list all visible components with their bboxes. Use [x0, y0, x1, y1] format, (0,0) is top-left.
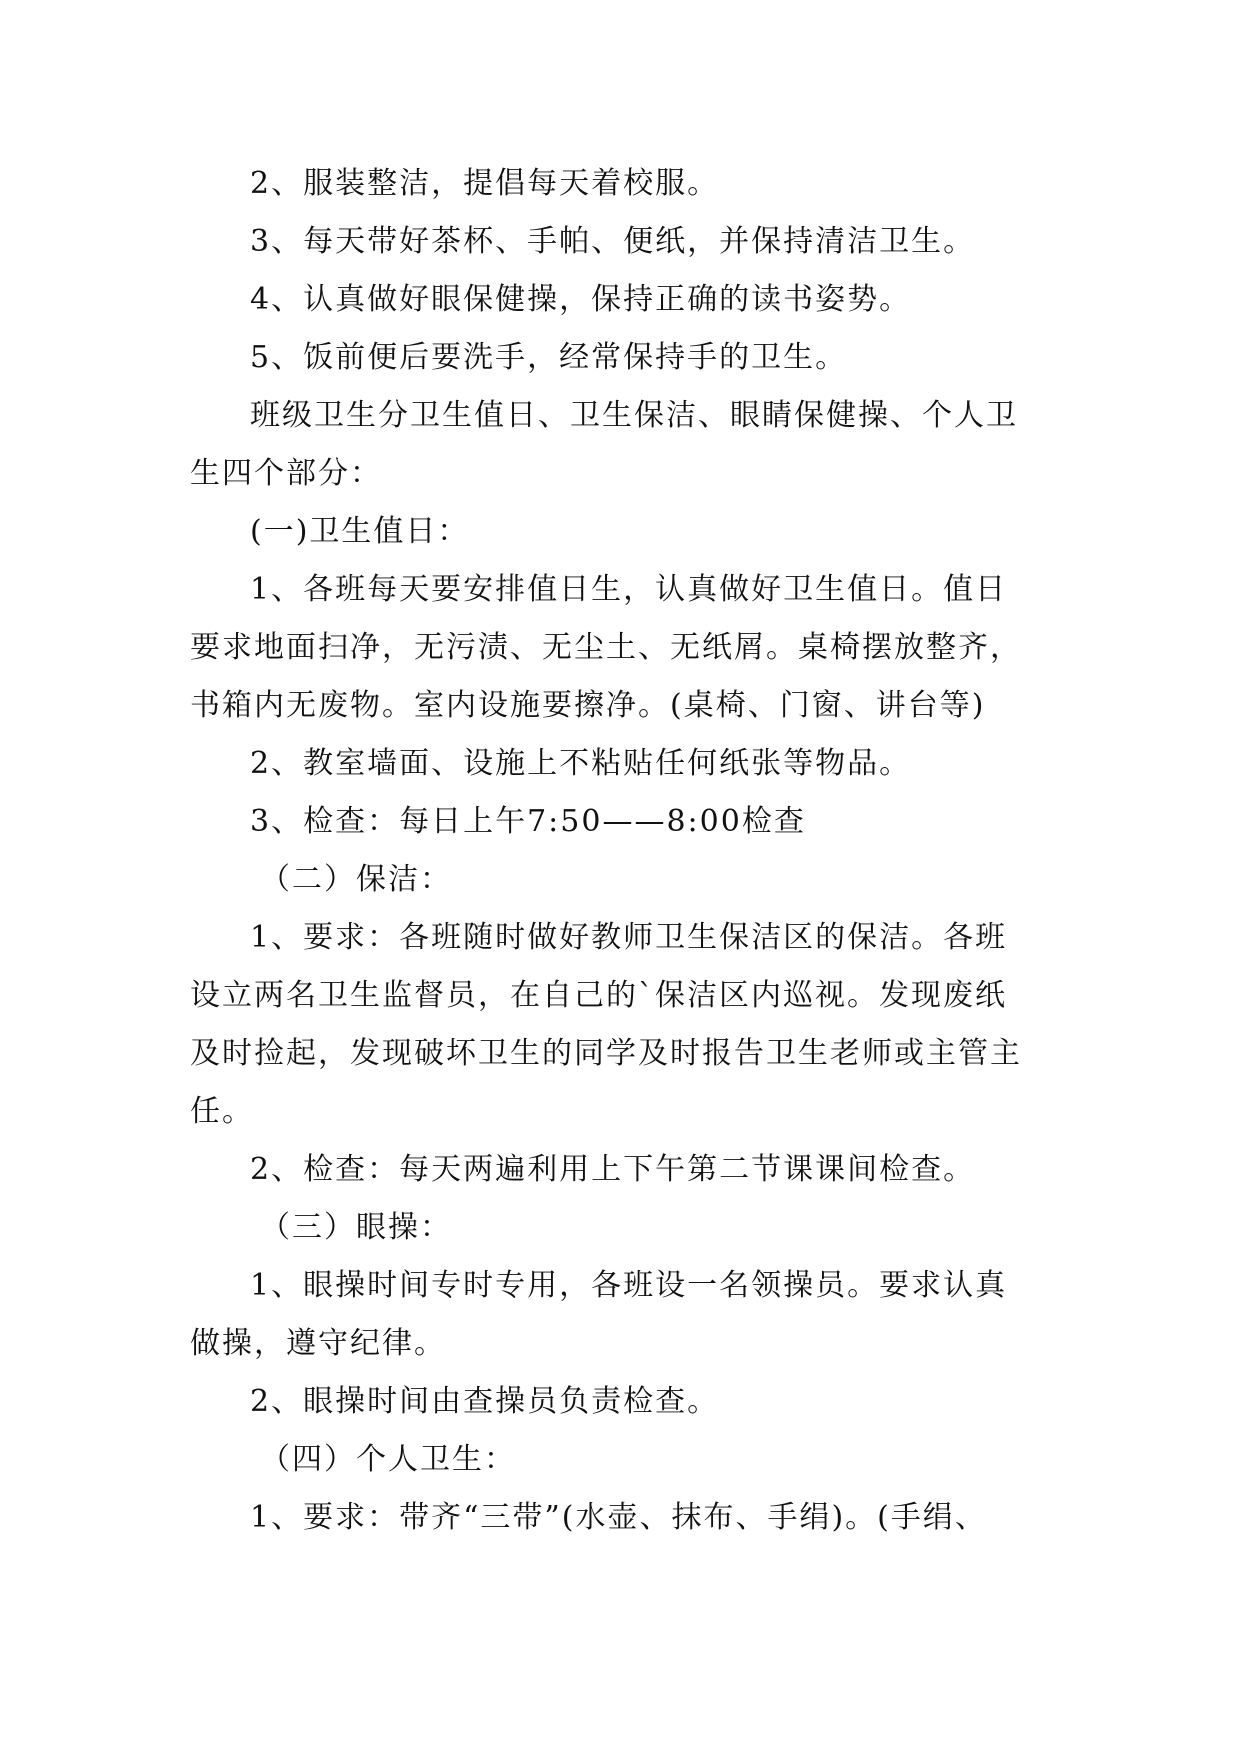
paragraph-line: 3、检查：每日上午7:50——8:00检查 [250, 804, 806, 839]
paragraph-line: 4、认真做好眼保健操，保持正确的读书姿势。 [250, 282, 912, 317]
paragraph-line: 任。 [190, 1094, 254, 1129]
paragraph-line: 3、每天带好茶杯、手帕、便纸，并保持清洁卫生。 [250, 224, 976, 259]
paragraph-line: 设立两名卫生监督员，在自己的`保洁区内巡视。发现废纸 [190, 978, 1007, 1013]
paragraph-line: 1、要求：带齐“三带”(水壶、抹布、手绢)。(手绢、 [250, 1500, 987, 1535]
paragraph-line: 1、各班每天要安排值日生，认真做好卫生值日。值日 [250, 572, 1008, 607]
paragraph-line: 做操，遵守纪律。 [190, 1326, 446, 1361]
paragraph-line: 班级卫生分卫生值日、卫生保洁、眼睛保健操、个人卫 [250, 398, 1018, 433]
section-heading: （四）个人卫生： [260, 1442, 516, 1477]
paragraph-line: 1、要求：各班随时做好教师卫生保洁区的保洁。各班 [250, 920, 1008, 955]
paragraph-line: 书箱内无废物。室内设施要擦净。(桌椅、门窗、讲台等) [190, 688, 986, 723]
section-heading: （三）眼操： [260, 1210, 452, 1245]
paragraph-line: 生四个部分： [190, 456, 382, 491]
paragraph-line: 2、服装整洁，提倡每天着校服。 [250, 166, 720, 201]
paragraph-line: 1、眼操时间专时专用，各班设一名领操员。要求认真 [250, 1268, 1008, 1303]
document-body [190, 155, 1070, 1547]
paragraph-line: 及时捡起，发现破坏卫生的同学及时报告卫生老师或主管主 [190, 1036, 1022, 1071]
paragraph-line: 要求地面扫净，无污渍、无尘土、无纸屑。桌椅摆放整齐， [190, 630, 1022, 665]
paragraph-line: 2、检查：每天两遍利用上下午第二节课课间检查。 [250, 1152, 976, 1187]
paragraph-line: 5、饭前便后要洗手，经常保持手的卫生。 [250, 340, 848, 375]
section-heading: （二）保洁： [260, 862, 452, 897]
paragraph-line: 2、教室墙面、设施上不粘贴任何纸张等物品。 [250, 746, 912, 781]
paragraph-line: 2、眼操时间由查操员负责检查。 [250, 1384, 720, 1419]
section-heading: (一)卫生值日： [250, 514, 470, 549]
